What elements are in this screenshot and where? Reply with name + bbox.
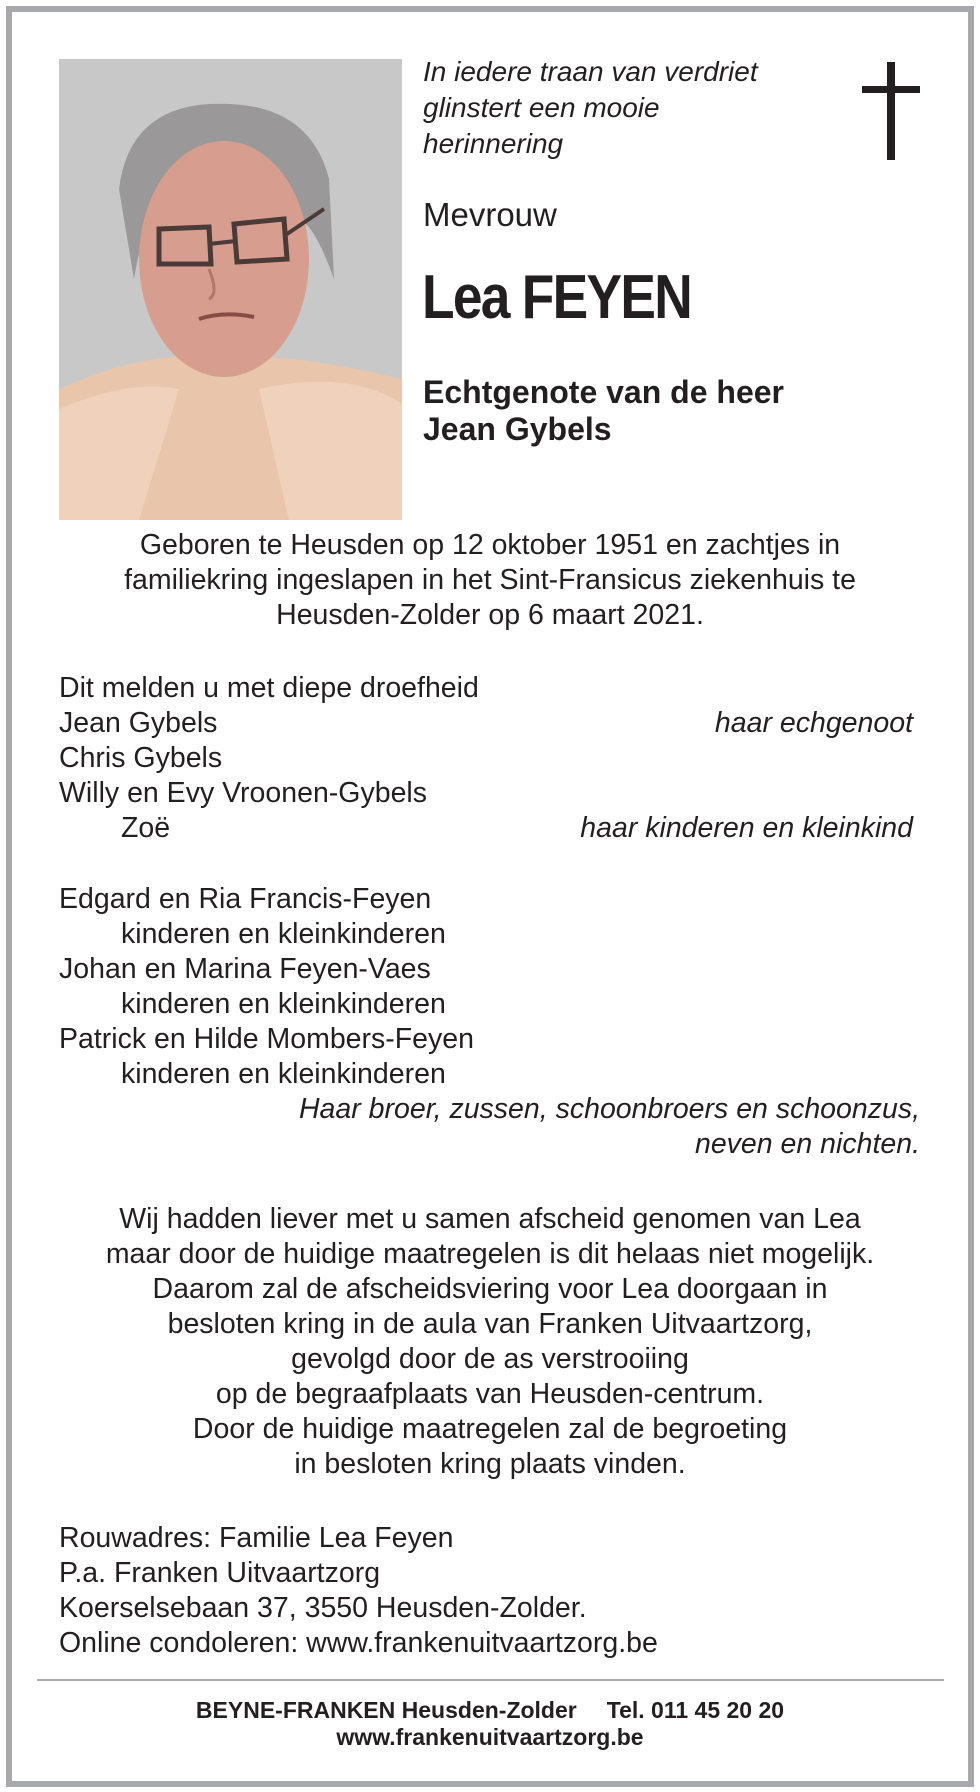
quote-line: In iedere traan van verdriet: [423, 56, 758, 87]
quote-line: glinstert een mooie: [423, 92, 660, 123]
memorial-quote: [423, 54, 758, 162]
quote-line: herinnering: [423, 128, 564, 159]
farewell-line: in besloten kring plaats vinden.: [294, 1448, 686, 1480]
spouse-info: [423, 374, 784, 448]
birth-death-notice: [0, 528, 980, 633]
address-line: P.a. Franken Uitvaartzorg: [59, 1557, 381, 1589]
farewell-line: Daarom zal de afscheidsviering voor Lea doorgaan in: [152, 1273, 828, 1305]
family-member: Willy en Evy Vroonen-Gybels: [59, 777, 427, 809]
spouse-line: Echtgenote van de heer: [423, 374, 784, 410]
farewell-line: besloten kring in de aula van Franken Uitvaartzorg,: [167, 1308, 813, 1340]
farewell-line: gevolgd door de as verstrooiing: [291, 1343, 689, 1375]
family-member: Chris Gybels: [59, 742, 223, 774]
cross-icon: [862, 62, 920, 160]
mourning-address: [59, 1521, 658, 1661]
funeral-home-name: BEYNE-FRANKEN Heusden-Zolder: [195, 1697, 577, 1723]
deceased-name: Lea FEYEN: [422, 263, 691, 332]
family-member: Zoë: [121, 812, 171, 844]
funeral-home-info: [0, 1697, 980, 1724]
family-member: Edgard en Ria Francis-Feyen: [59, 883, 432, 915]
family-relation: neven en nichten.: [694, 1128, 920, 1160]
footer-divider: [37, 1679, 944, 1681]
family-member: kinderen en kleinkinderen: [121, 918, 446, 950]
family-member: Patrick en Hilde Mombers-Feyen: [59, 1023, 474, 1055]
spouse-name: Jean Gybels: [423, 411, 612, 447]
family-relation: haar echgenoot: [714, 707, 913, 739]
honorific: Mevrouw: [423, 196, 557, 233]
portrait-illustration: [59, 59, 402, 520]
condolence-link[interactable]: Online condoleren: www.frankenuitvaartzorg.be: [59, 1627, 658, 1659]
farewell-line: Wij hadden liever met u samen afscheid genomen van Lea: [119, 1203, 861, 1235]
notice-line: Heusden-Zolder op 6 maart 2021.: [276, 599, 704, 631]
funeral-home-website[interactable]: www.frankenuitvaartzorg.be: [336, 1724, 644, 1750]
farewell-notice: [0, 1202, 980, 1482]
farewell-line: maar door de huidige maatregelen is dit helaas niet mogelijk.: [105, 1238, 875, 1270]
family-member: kinderen en kleinkinderen: [121, 1058, 446, 1090]
address-line: Koerselsebaan 37, 3550 Heusden-Zolder.: [59, 1592, 587, 1624]
family-relation: Haar broer, zussen, schoonbroers en schoonzus,: [298, 1093, 920, 1125]
notice-line: familiekring ingeslapen in het Sint-Fransicus ziekenhuis te: [124, 564, 856, 596]
notice-line: Geboren te Heusden op 12 oktober 1951 en zachtjes in: [139, 529, 841, 561]
family-member: Jean Gybels: [59, 707, 218, 739]
farewell-line: Door de huidige maatregelen zal de begroeting: [192, 1413, 788, 1445]
farewell-line: op de begraafplaats van Heusden-centrum.: [215, 1378, 765, 1410]
family-intro: Dit melden u met diepe droefheid: [59, 672, 479, 704]
family-relation: haar kinderen en kleinkind: [580, 812, 913, 844]
family-member: kinderen en kleinkinderen: [121, 988, 446, 1020]
portrait-photo: [59, 59, 402, 520]
family-member: Johan en Marina Feyen-Vaes: [59, 953, 431, 985]
address-line: Rouwadres: Familie Lea Feyen: [59, 1522, 454, 1554]
funeral-home-phone[interactable]: Tel. 011 45 20 20: [606, 1697, 785, 1723]
